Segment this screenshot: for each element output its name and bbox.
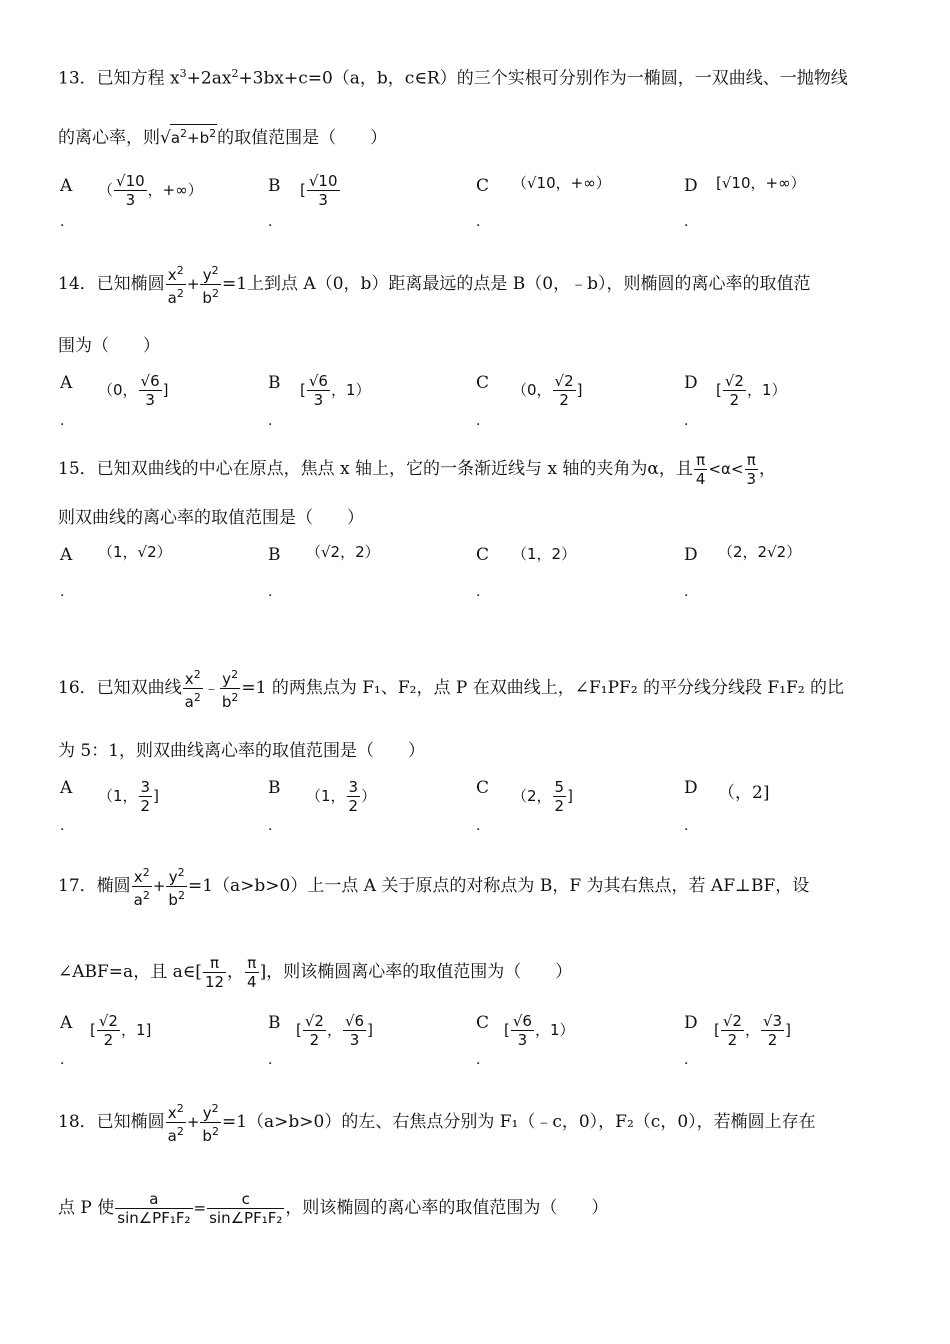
q15-option-d-value: （2，2√2） bbox=[718, 543, 802, 561]
q16-dot-c: . bbox=[476, 818, 481, 834]
q18-line1: 18．已知椭圆 $\frac{x^2}{a^2}$ + $\frac{y^2}{b^2}$ =1（a>b>0）的左、右焦点分别为 F₁（﹣c，0），F₂（c，0），若椭圆上存在 bbox=[58, 1102, 816, 1145]
q16-option-b-value: （1， $\frac{3}{2}$ ） bbox=[306, 778, 377, 815]
q13-option-a-value: （ $\frac{√10}{3}$ ，+∞） bbox=[98, 172, 203, 209]
q14-option-b-value: [ $\frac{√6}{3}$ ，1） bbox=[300, 372, 371, 409]
q17-option-d-letter[interactable]: D bbox=[684, 1013, 698, 1033]
q17-dot-d: . bbox=[684, 1052, 689, 1068]
q15-option-a-value: （1，√2） bbox=[98, 543, 172, 561]
q15-line1: 15．已知双曲线的中心在原点，焦点 x 轴上，它的一条渐近线与 x 轴的夹角为α，且 $\frac{\pi}{4}$ <α< $\frac{\pi}{3}$ ， bbox=[58, 451, 777, 488]
q15-option-b-value: （√2，2） bbox=[306, 543, 380, 561]
q13-option-d-value: [√10，+∞） bbox=[716, 174, 806, 192]
q14-dot-a: . bbox=[60, 413, 65, 429]
q18-line2: 点 P 使 $\frac{a}{\text{sin∠PF₁F₂}}$ = $\frac{c}{\text{sin∠PF₁F₂}}$ ，则该椭圆的离心率的取值范围为（ ） bbox=[58, 1190, 609, 1227]
q15-dot-d: . bbox=[684, 584, 689, 600]
q17-option-c-value: [ $\frac{√6}{3}$ ，1） bbox=[504, 1012, 575, 1049]
q13-option-c-value: （√10，+∞） bbox=[512, 174, 611, 192]
q16-dot-a: . bbox=[60, 818, 65, 834]
q15-dot-a: . bbox=[60, 584, 65, 600]
q16-option-c-value: （2， $\frac{5}{2}$ ] bbox=[512, 778, 573, 815]
q16-option-d-value: （，2] bbox=[718, 783, 770, 803]
q13-dot-d: . bbox=[684, 214, 689, 230]
q17-line1: 17．椭圆 $\frac{x^2}{a^2}$ + $\frac{y^2}{b^2}$ =1（a>b>0）上一点 A 关于原点的对称点为 B，F 为其右焦点，若 AF⊥BF，设 bbox=[58, 866, 810, 909]
q14-option-a-letter[interactable]: A bbox=[60, 373, 73, 393]
q16-line1: 16．已知双曲线 $\frac{x^2}{a^2}$ ﹣ $\frac{y^2}{b^2}$ =1 的两焦点为 F₁、F₂，点 P 在双曲线上，∠F₁PF₂ 的平分线分线段 F₁F₂ 的比 bbox=[58, 668, 845, 711]
q15-line2: 则双曲线的离心率的取值范围是（ ） bbox=[58, 508, 364, 528]
q17-option-a-value: [ $\frac{√2}{2}$ ，1] bbox=[90, 1012, 152, 1049]
q17-dot-b: . bbox=[268, 1052, 273, 1068]
q15-option-d-letter[interactable]: D bbox=[684, 545, 698, 565]
q14-option-c-value: （0， $\frac{√2}{2}$ ] bbox=[512, 372, 583, 409]
q17-line2: ∠ABF=a，且 a∈[ $\frac{\pi}{12}$ ， $\frac{\pi}{4}$ ]，则该椭圆离心率的取值范围为（ ） bbox=[58, 954, 573, 991]
q17-option-a-letter[interactable]: A bbox=[60, 1013, 73, 1033]
q13-option-d-letter[interactable]: D bbox=[684, 176, 698, 196]
q16-option-d-letter[interactable]: D bbox=[684, 778, 698, 798]
q16-dot-d: . bbox=[684, 818, 689, 834]
q13-option-b-letter[interactable]: B bbox=[268, 176, 281, 196]
q14-option-d-letter[interactable]: D bbox=[684, 373, 698, 393]
q16-option-a-letter[interactable]: A bbox=[60, 778, 73, 798]
q15-option-a-letter[interactable]: A bbox=[60, 545, 73, 565]
q15-option-b-letter[interactable]: B bbox=[268, 545, 281, 565]
q17-dot-c: . bbox=[476, 1052, 481, 1068]
q14-option-b-letter[interactable]: B bbox=[268, 373, 281, 393]
q14-dot-c: . bbox=[476, 413, 481, 429]
q13-dot-c: . bbox=[476, 214, 481, 230]
q16-dot-b: . bbox=[268, 818, 273, 834]
q14-option-a-value: （0， $\frac{√6}{3}$ ] bbox=[98, 372, 169, 409]
q16-option-a-value: （1， $\frac{3}{2}$ ] bbox=[98, 778, 159, 815]
q17-option-d-value: [ $\frac{√2}{2}$ ， $\frac{√3}{2}$ ] bbox=[714, 1012, 791, 1049]
q14-dot-b: . bbox=[268, 413, 273, 429]
q13-dot-b: . bbox=[268, 214, 273, 230]
q17-option-b-letter[interactable]: B bbox=[268, 1013, 281, 1033]
q16-option-c-letter[interactable]: C bbox=[476, 778, 490, 798]
q16-option-b-letter[interactable]: B bbox=[268, 778, 281, 798]
q13-option-b-value: [ $\frac{√10}{3}$ bbox=[300, 172, 338, 209]
q15-dot-c: . bbox=[476, 584, 481, 600]
q14-option-c-letter[interactable]: C bbox=[476, 373, 490, 393]
q14-line1: 14．已知椭圆 $\frac{x^2}{a^2}$ + $\frac{y^2}{b^2}$ =1上到点 A（0，b）距离最远的点是 B（0，﹣b），则椭圆的离心率的取值范 bbox=[58, 264, 811, 307]
q15-dot-b: . bbox=[268, 584, 273, 600]
q14-line2: 围为（ ） bbox=[58, 336, 160, 356]
q16-line2: 为 5：1，则双曲线离心率的取值范围是（ ） bbox=[58, 741, 426, 761]
q13-option-a-letter[interactable]: A bbox=[60, 176, 73, 196]
q13-line2: 的离心率，则$√a^2+b^2$的取值范围是（ ） bbox=[58, 124, 387, 149]
q15-option-c-value: （1，2） bbox=[512, 545, 577, 563]
q13-option-c-letter[interactable]: C bbox=[476, 176, 490, 196]
q13-dot-a: . bbox=[60, 214, 65, 230]
q17-dot-a: . bbox=[60, 1052, 65, 1068]
q14-dot-d: . bbox=[684, 413, 689, 429]
q17-option-b-value: [ $\frac{√2}{2}$ ， $\frac{√6}{3}$ ] bbox=[296, 1012, 373, 1049]
q13-line1: 13．已知方程 $x^3+2ax^2+3bx+c=0(a$，b，c∈R）的三个实根可分别作为一椭圆，一双曲线、一抛物线 bbox=[58, 67, 848, 89]
q15-option-c-letter[interactable]: C bbox=[476, 545, 490, 565]
q17-option-c-letter[interactable]: C bbox=[476, 1013, 490, 1033]
q14-option-d-value: [ $\frac{√2}{2}$ ，1） bbox=[716, 372, 787, 409]
